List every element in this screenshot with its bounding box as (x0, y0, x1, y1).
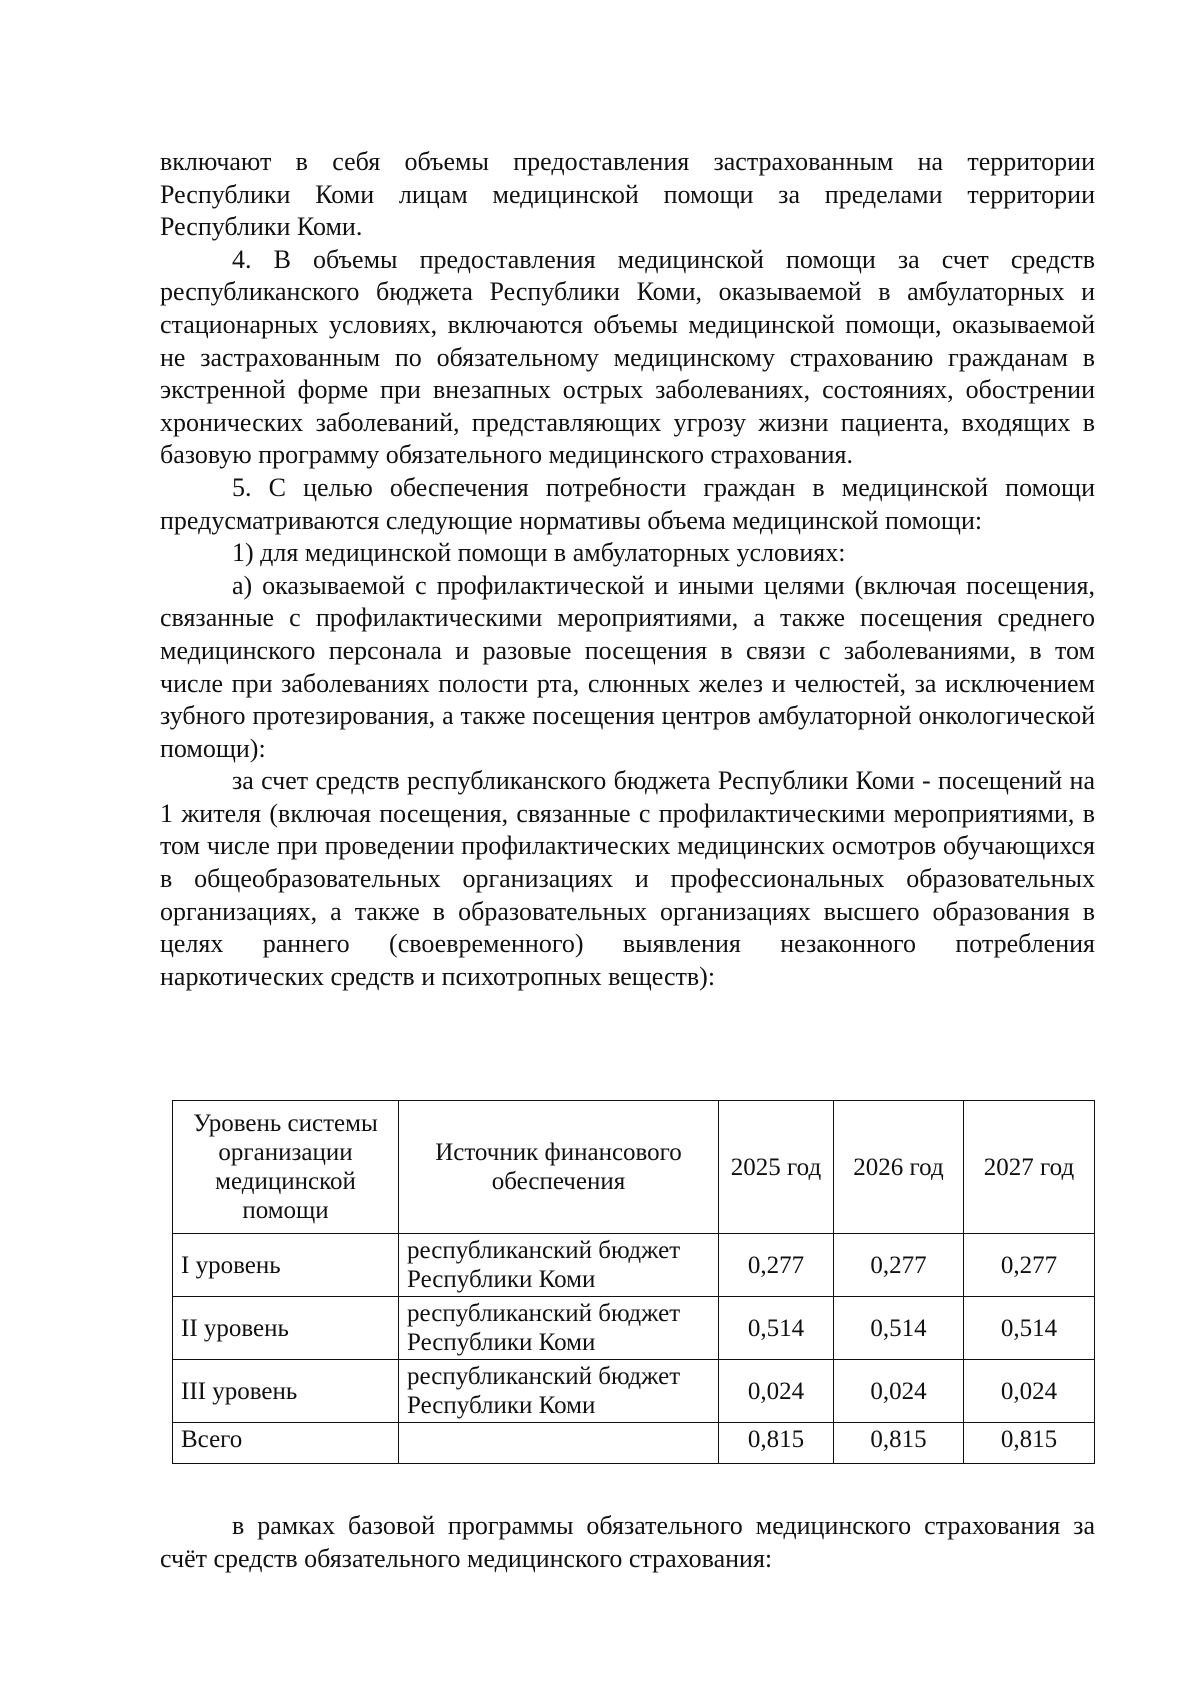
cell-level: II уровень (173, 1297, 399, 1360)
cell-2027: 0,277 (964, 1234, 1095, 1297)
cell-level: III уровень (173, 1360, 399, 1423)
body-text-bottom (160, 1510, 1095, 1575)
table-total-row (173, 1423, 1095, 1464)
table-header-row (173, 1101, 1095, 1234)
paragraph: а) оказываемой с профилактической и иными целями (включая посещения, связанные с профилактическими мероприятиями, а также посещения среднего медицинского персонала и разовые посещения в связи с заболеваниями, в том числе при заболеваниях полости рта, слюнных желез и челюстей, за исключением зубного протезирования, а также посещения центров амбулаторной онкологической помощи): (160, 570, 1095, 763)
cell-2025: 0,024 (719, 1360, 834, 1423)
cell-source: республиканский бюджет Республики Коми (399, 1360, 719, 1423)
table-row (173, 1360, 1095, 1423)
cell-2025: 0,277 (719, 1234, 834, 1297)
cell-2026: 0,815 (834, 1423, 964, 1464)
table-row (173, 1234, 1095, 1297)
cell-source (399, 1423, 719, 1464)
body-text-top (160, 146, 1095, 993)
header-level: Уровень системы организации медицинской помощи (173, 1101, 399, 1234)
header-source: Источник финансового обеспечения (399, 1101, 719, 1234)
paragraph: 1) для медицинской помощи в амбулаторных условиях: (232, 538, 846, 568)
cell-2025: 0,815 (719, 1423, 834, 1464)
paragraph: включают в себя объемы предоставления застрахованным на территории Республики Коми лицам медицинской помощи за пределами территории Республики Коми. (160, 147, 1095, 242)
table-row (173, 1297, 1095, 1360)
cell-level: I уровень (173, 1234, 399, 1297)
cell-2026: 0,024 (834, 1360, 964, 1423)
header-2027: 2027 год (964, 1101, 1095, 1234)
paragraph: за счет средств республиканского бюджета Республики Коми - посещений на 1 жителя (включая посещения, связанные с профилактическими мероприятиями, в том числе при проведении профилактических медицинских осмотров обучающихся в общеобразовательных организациях и профессиональных образовательных организациях, а также в образовательных организациях высшего образования в целях раннего (своевременного) выявления незаконного потребления наркотических средств и психотропных веществ): (160, 766, 1095, 991)
paragraph: в рамках базовой программы обязательного медицинского страхования за счёт средств обязательного медицинского страхования: (160, 1511, 1095, 1573)
volume-norms-table (172, 1100, 1095, 1464)
cell-2027: 0,024 (964, 1360, 1095, 1423)
cell-2025: 0,514 (719, 1297, 834, 1360)
header-2025: 2025 год (719, 1101, 834, 1234)
cell-source: республиканский бюджет Республики Коми (399, 1297, 719, 1360)
cell-level: Всего (173, 1423, 399, 1464)
cell-2026: 0,277 (834, 1234, 964, 1297)
paragraph: 4. В объемы предоставления медицинской помощи за счет средств республиканского бюджета Республики Коми, оказываемой в амбулаторных и стационарных условиях, включаются объемы медицинской помощи, оказываемой не застрахованным по обязательному медицинскому страхованию гражданам в экстренной форме при внезапных острых заболеваниях, состояниях, обострении хронических заболеваний, представляющих угрозу жизни пациента, входящих в базовую программу обязательного медицинского страхования. (160, 244, 1095, 470)
header-2026: 2026 год (834, 1101, 964, 1234)
paragraph: 5. С целью обеспечения потребности граждан в медицинской помощи предусматриваются следующие нормативы объема медицинской помощи: (160, 472, 1095, 535)
cell-source: республиканский бюджет Республики Коми (399, 1234, 719, 1297)
cell-2027: 0,815 (964, 1423, 1095, 1464)
cell-2026: 0,514 (834, 1297, 964, 1360)
cell-2027: 0,514 (964, 1297, 1095, 1360)
